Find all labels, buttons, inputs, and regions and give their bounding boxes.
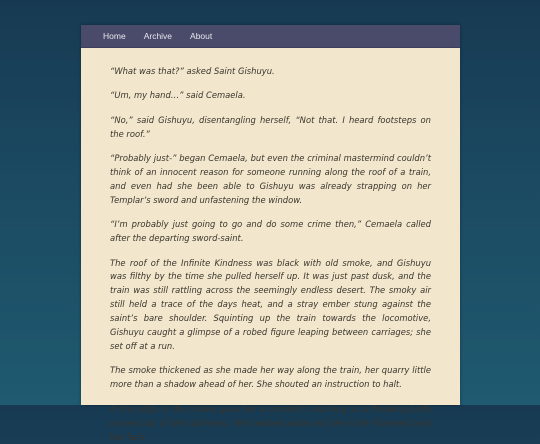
story-paragraph: “What was that?” asked Saint Gishuyu.: [110, 66, 275, 76]
story-paragraph: A tiny eddy in the smoke gave her a moment’s warning as a throwing knife curved out of the darkness. She twisted aside and the knife flickered past her face.: [110, 403, 431, 442]
nav-about-link[interactable]: About: [190, 31, 213, 41]
story-paragraph: “No,” said Gishuyu, disentangling herself, “Not that. I heard footsteps on the roof.”: [110, 114, 431, 139]
story-paragraph: “I’m probably just going to go and do some crime then,” Cemaela called after the departing sword-saint.: [110, 219, 431, 244]
story-paragraph: The smoke thickened as she made her way along the train, her quarry little more than a shadow ahead of her. She shouted an instruction to halt.: [110, 365, 431, 390]
story-content: [81, 48, 460, 444]
top-navigation: [81, 25, 460, 48]
story-paragraph: The roof of the Infinite Kindness was black with old smoke, and Gishuyu was filthy by the time she pulled herself up. It was just past dusk, and the train was still rattling across the seemingly endless desert. The smoky air still held a trace of the days heat, and a stray ember stung against the saint’s bare shoulder. Squinting up the train towards the locomotive, Gishuyu caught a glimpse of a robed figure leaping between carriages; she set off at a run.: [110, 257, 431, 351]
page-container: [81, 25, 460, 442]
nav-archive-link[interactable]: Archive: [143, 31, 173, 41]
story-paragraph: “Um, my hand…” said Cemaela.: [110, 90, 246, 101]
story-paragraph: “Probably just-” began Cemaela, but even the criminal mastermind couldn’t think of an innocent reason for someone running along the roof of a train, and even had she been able to Gishuyu was already strapping on her Templar’s sword and unfastening the window.: [110, 153, 431, 205]
nav-home-link[interactable]: Home: [103, 31, 126, 41]
